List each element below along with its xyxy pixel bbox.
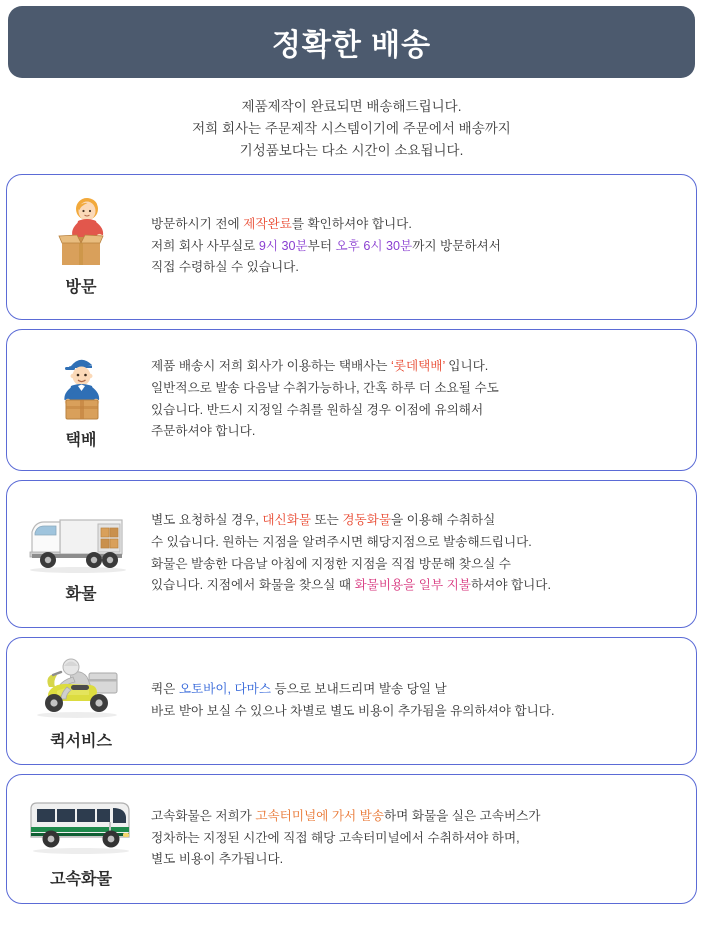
text-segment: 바로 받아 보실 수 있으나 차별로 별도 비용이 추가됨을 유의하셔야 합니다. bbox=[151, 703, 555, 718]
highlight-segment: 화물비용을 일부 지불 bbox=[354, 578, 471, 593]
card-icon-area bbox=[15, 789, 147, 889]
text-segment: 을 이용해 수취하실 bbox=[391, 513, 496, 528]
text-segment: 수 있습니다. 원하는 지점을 알려주시면 해당지점으로 발송해드립니다. bbox=[151, 534, 532, 549]
intro-line: 저희 회사는 주문제작 시스템이기에 주문에서 배송까지 bbox=[192, 120, 511, 136]
text-segment: 등으로 보내드리며 발송 당일 날 bbox=[271, 681, 447, 696]
description-line bbox=[151, 828, 682, 850]
description-line bbox=[151, 510, 682, 532]
description-line bbox=[151, 257, 682, 279]
description-line bbox=[151, 356, 682, 378]
highlight-segment: 제작완료 bbox=[243, 217, 292, 232]
text-segment: 직접 수령하실 수 있습니다. bbox=[151, 260, 299, 275]
description-line bbox=[151, 421, 682, 443]
description-line bbox=[151, 214, 682, 236]
highlight-segment: ‘롯데택배’ bbox=[390, 359, 446, 374]
delivery-method-card-express-bus bbox=[6, 774, 697, 904]
page-header bbox=[8, 6, 695, 78]
description-line bbox=[151, 849, 682, 871]
text-segment: 정차하는 지정된 시간에 직접 해당 고속터미널에서 수취하셔야 하며, bbox=[151, 830, 520, 845]
text-segment: 또는 bbox=[311, 513, 343, 528]
description-line bbox=[151, 532, 682, 554]
highlight-segment: 경동화물 bbox=[342, 513, 392, 528]
highlight-segment: 오후 6시 30분 bbox=[335, 238, 413, 253]
intro-line: 기성품보다는 다소 시간이 소요됩니다. bbox=[239, 142, 464, 158]
intro-paragraph bbox=[0, 96, 703, 162]
delivery-method-list bbox=[0, 174, 703, 904]
text-segment: 제품 배송시 저희 회사가 이용하는 택배사는 bbox=[151, 359, 391, 374]
scooter-quick-service-icon bbox=[27, 651, 135, 725]
text-segment: 입니다. bbox=[445, 359, 489, 374]
card-icon-area bbox=[15, 197, 147, 297]
text-segment: 하며 화물을 실은 고속버스가 bbox=[383, 809, 541, 824]
description-line bbox=[151, 236, 682, 258]
description-line bbox=[151, 701, 682, 723]
text-segment: 별도 요청하실 경우, bbox=[151, 513, 263, 528]
highlight-segment: 대신화물 bbox=[262, 513, 311, 528]
delivery-method-card-quick bbox=[6, 637, 697, 765]
card-icon-area bbox=[15, 350, 147, 450]
delivery-info-page bbox=[0, 6, 703, 938]
cargo-truck-icon bbox=[22, 504, 140, 578]
text-segment: 저희 회사 사무실로 bbox=[151, 238, 259, 253]
text-segment: 까지 방문하셔서 bbox=[412, 238, 501, 253]
text-segment: 부터 bbox=[307, 238, 336, 253]
description-line bbox=[151, 575, 682, 597]
text-segment: 별도 비용이 추가됩니다. bbox=[151, 852, 284, 867]
description-line bbox=[151, 554, 682, 576]
highlight-segment: 오토바이, 다마스 bbox=[178, 681, 272, 696]
card-icon-area bbox=[15, 504, 147, 604]
person-packing-box-icon bbox=[38, 197, 124, 271]
card-label: 화물 bbox=[65, 585, 97, 603]
description-line bbox=[151, 679, 682, 701]
card-description bbox=[147, 210, 688, 283]
card-description bbox=[147, 506, 688, 601]
text-segment: 고속화물은 저희가 bbox=[151, 809, 256, 824]
page-title: 정확한 배송 bbox=[271, 29, 432, 62]
express-bus-icon bbox=[23, 789, 139, 863]
card-description bbox=[147, 802, 688, 875]
text-segment: 주문하셔야 합니다. bbox=[151, 424, 256, 439]
card-label: 택배 bbox=[65, 431, 97, 449]
card-description bbox=[147, 675, 688, 726]
highlight-segment: 고속터미널에 가서 발송 bbox=[255, 809, 384, 824]
card-description bbox=[147, 352, 688, 447]
text-segment: 화물은 발송한 다음날 아침에 지정한 지점을 직접 방문해 찾으실 수 bbox=[151, 556, 511, 571]
text-segment: 있습니다. 반드시 지정일 수취를 원하실 경우 이점에 유의해서 bbox=[151, 402, 484, 417]
card-label: 방문 bbox=[65, 278, 97, 296]
text-segment: 퀵은 bbox=[151, 681, 179, 696]
text-segment: 일반적으로 발송 다음날 수취가능하나, 간혹 하루 더 소요될 수도 bbox=[151, 380, 499, 395]
description-line bbox=[151, 806, 682, 828]
delivery-method-card-visit bbox=[6, 174, 697, 320]
delivery-method-card-parcel bbox=[6, 329, 697, 471]
intro-line: 제품제작이 완료되면 배송해드립니다. bbox=[241, 99, 462, 114]
text-segment: 있습니다. 지점에서 화물을 찾으실 때 bbox=[151, 578, 355, 593]
highlight-segment: 9시 30분 bbox=[258, 238, 308, 253]
text-segment: 를 확인하셔야 합니다. bbox=[291, 217, 412, 232]
card-label: 고속화물 bbox=[50, 870, 112, 888]
description-line bbox=[151, 400, 682, 422]
description-line bbox=[151, 378, 682, 400]
card-icon-area bbox=[15, 651, 147, 751]
card-label: 퀵서비스 bbox=[50, 732, 112, 750]
delivery-man-icon bbox=[38, 350, 124, 424]
text-segment: 하셔야 합니다. bbox=[470, 578, 551, 593]
delivery-method-card-freight bbox=[6, 480, 697, 628]
text-segment: 방문하시기 전에 bbox=[151, 217, 244, 232]
